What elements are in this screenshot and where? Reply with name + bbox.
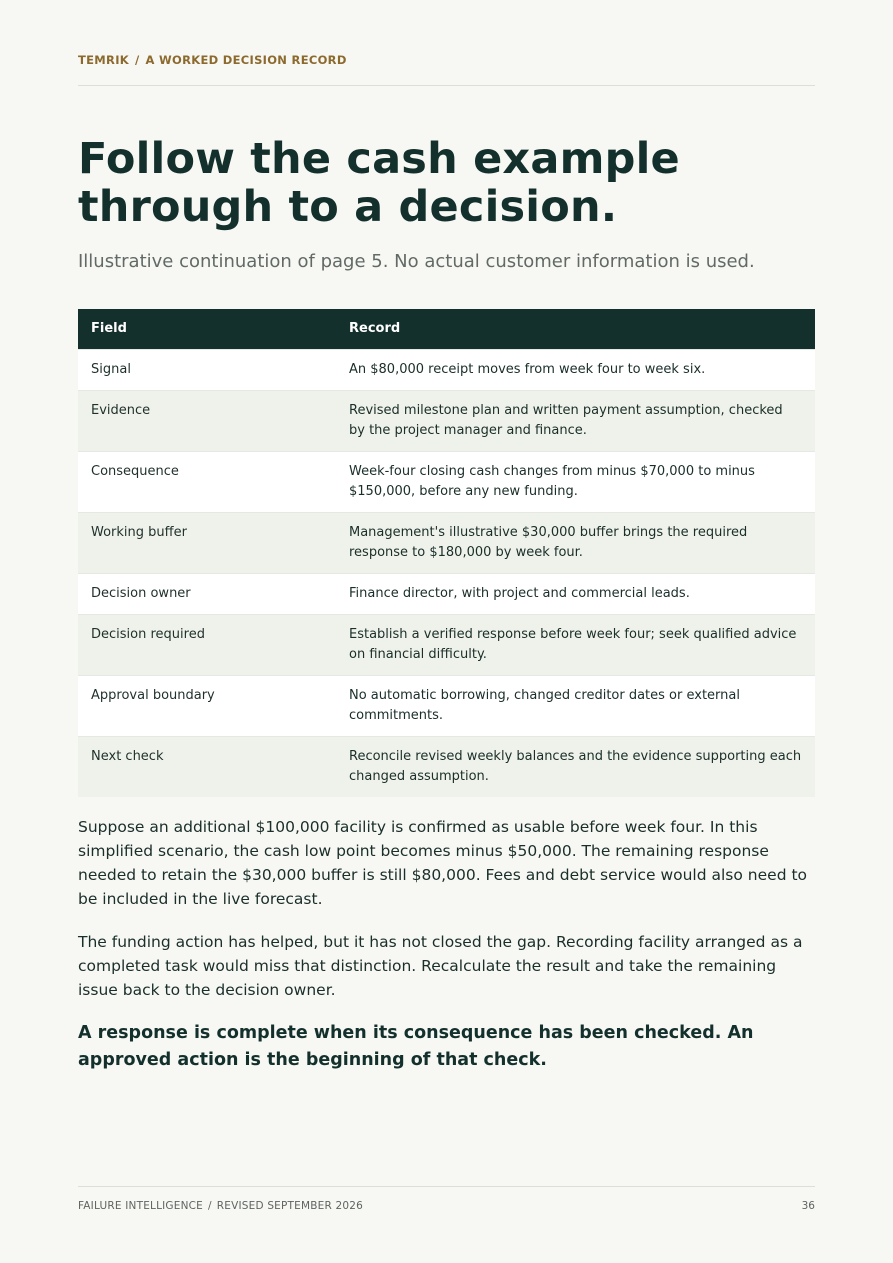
document-page	[78, 0, 815, 1263]
table-row	[78, 451, 815, 512]
record-cell: Management's illustrative $30,000 buffer brings the required response to $180,000 by week four.	[336, 512, 815, 573]
table-row	[78, 512, 815, 573]
record-cell: No automatic borrowing, changed creditor dates or external commitments.	[336, 675, 815, 736]
table-row	[78, 675, 815, 736]
footer-title: FAILURE INTELLIGENCE	[78, 1200, 204, 1212]
table-row	[78, 349, 815, 390]
record-cell: Week-four closing cash changes from minus $70,000 to minus $150,000, before any new funding.	[336, 451, 815, 512]
field-cell: Consequence	[78, 451, 336, 512]
field-cell: Decision required	[78, 614, 336, 675]
top-divider	[78, 85, 815, 86]
record-cell: An $80,000 receipt moves from week four to week six.	[336, 349, 815, 390]
field-cell: Approval boundary	[78, 675, 336, 736]
table-row	[78, 390, 815, 451]
column-header-field: Field	[78, 309, 336, 349]
table-row	[78, 614, 815, 675]
callout-statement: A response is complete when its consequence has been checked. An approved action is the beginning of that check.	[78, 1023, 754, 1070]
record-cell: Finance director, with project and commercial leads.	[336, 573, 815, 614]
bottom-divider	[78, 1186, 815, 1187]
footer-separator: /	[208, 1200, 212, 1212]
table-header-row	[78, 309, 815, 349]
body-paragraph: The funding action has helped, but it has not closed the gap. Recording facility arranged as a completed task would miss that distinction. Recalculate the result and take the remaining issue back to the decision owner.	[78, 933, 803, 999]
record-cell: Reconcile revised weekly balances and the evidence supporting each changed assumption.	[336, 736, 815, 797]
field-cell: Next check	[78, 736, 336, 797]
decision-record-table	[78, 309, 815, 797]
field-cell: Signal	[78, 349, 336, 390]
record-cell: Revised milestone plan and written payment assumption, checked by the project manager and finance.	[336, 390, 815, 451]
eyebrow	[78, 53, 347, 67]
footer-left	[78, 1200, 363, 1212]
field-cell: Working buffer	[78, 512, 336, 573]
page-number: 36	[801, 1200, 815, 1212]
table-row	[78, 736, 815, 797]
field-cell: Evidence	[78, 390, 336, 451]
body-paragraph: Suppose an additional $100,000 facility is confirmed as usable before week four. In this simplified scenario, the cash low point becomes minus $50,000. The remaining response needed to retain the $30,000 buffer is still $80,000. Fees and debt service would also need to be included in the live forecast.	[78, 818, 808, 908]
page-subtitle: Illustrative continuation of page 5. No actual customer information is used.	[78, 251, 755, 272]
eyebrow-brand: TEMRIK	[78, 53, 129, 67]
eyebrow-separator: /	[135, 53, 140, 67]
page-title: Follow the cash example through to a decision.	[78, 134, 680, 232]
field-cell: Decision owner	[78, 573, 336, 614]
eyebrow-section: A WORKED DECISION RECORD	[145, 53, 347, 67]
footer-revision: REVISED SEPTEMBER 2026	[216, 1200, 364, 1212]
column-header-record: Record	[336, 309, 815, 349]
table-row	[78, 573, 815, 614]
record-cell: Establish a verified response before week four; seek qualified advice on financial difficulty.	[336, 614, 815, 675]
